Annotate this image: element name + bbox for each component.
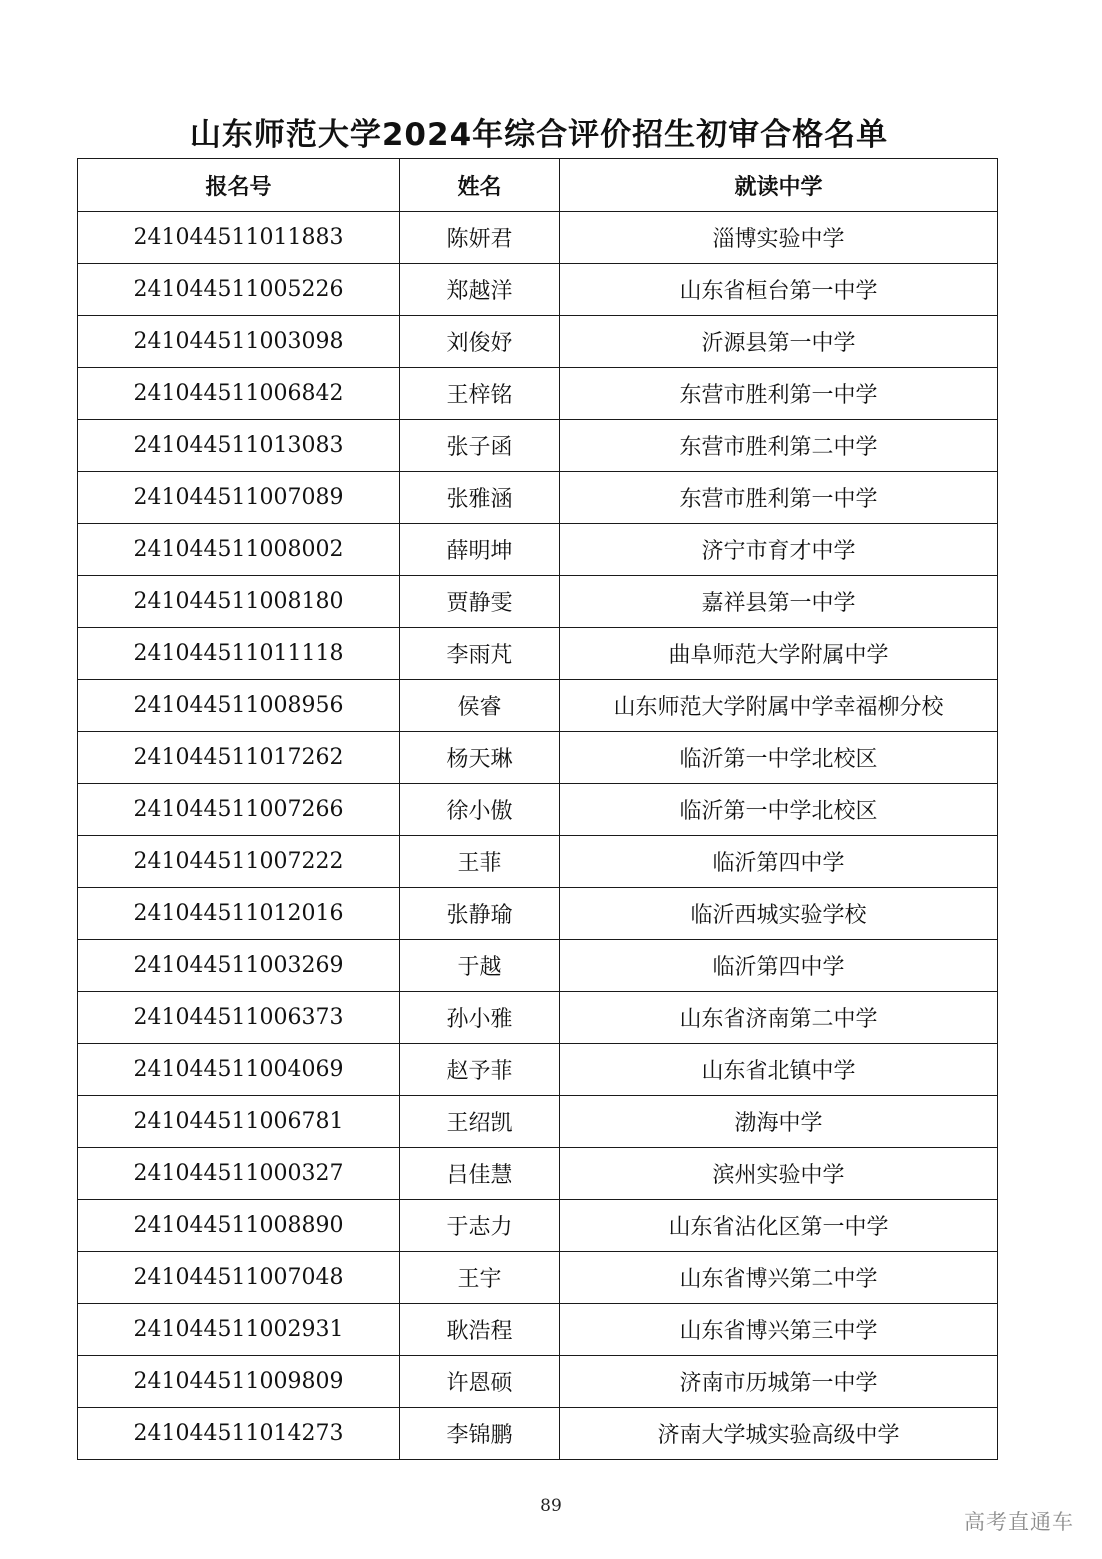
cell-registration-number: 241044511012016: [78, 888, 400, 940]
cell-school: 山东省博兴第二中学: [560, 1252, 998, 1304]
table-row: [78, 1252, 998, 1304]
cell-registration-number: 241044511008002: [78, 524, 400, 576]
table-row: [78, 368, 998, 420]
table-row: [78, 732, 998, 784]
table-row: [78, 1148, 998, 1200]
cell-name: 张雅涵: [400, 472, 560, 524]
cell-registration-number: 241044511008890: [78, 1200, 400, 1252]
cell-school: 临沂第四中学: [560, 836, 998, 888]
cell-school: 济宁市育才中学: [560, 524, 998, 576]
cell-name: 侯睿: [400, 680, 560, 732]
table-row: [78, 472, 998, 524]
cell-registration-number: 241044511011118: [78, 628, 400, 680]
cell-school: 临沂第四中学: [560, 940, 998, 992]
table-row: [78, 784, 998, 836]
cell-school: 临沂第一中学北校区: [560, 784, 998, 836]
cell-registration-number: 241044511008956: [78, 680, 400, 732]
cell-name: 于志力: [400, 1200, 560, 1252]
cell-name: 李锦鹏: [400, 1408, 560, 1460]
cell-registration-number: 241044511007089: [78, 472, 400, 524]
cell-name: 张子函: [400, 420, 560, 472]
cell-school: 渤海中学: [560, 1096, 998, 1148]
table-row: [78, 264, 998, 316]
table-row: [78, 888, 998, 940]
table-row: [78, 940, 998, 992]
cell-name: 于越: [400, 940, 560, 992]
cell-school: 东营市胜利第一中学: [560, 368, 998, 420]
table-row: [78, 1044, 998, 1096]
cell-school: 临沂西城实验学校: [560, 888, 998, 940]
cell-name: 许恩硕: [400, 1356, 560, 1408]
cell-school: 山东省博兴第三中学: [560, 1304, 998, 1356]
cell-school: 山东省桓台第一中学: [560, 264, 998, 316]
table-body: [78, 212, 998, 1460]
table-row: [78, 1200, 998, 1252]
cell-school: 沂源县第一中学: [560, 316, 998, 368]
header-registration-number: 报名号: [78, 159, 400, 212]
cell-name: 赵予菲: [400, 1044, 560, 1096]
watermark: 高考直通车: [964, 1510, 1074, 1534]
cell-registration-number: 241044511007222: [78, 836, 400, 888]
cell-name: 郑越洋: [400, 264, 560, 316]
cell-registration-number: 241044511006781: [78, 1096, 400, 1148]
cell-name: 杨天琳: [400, 732, 560, 784]
cell-registration-number: 241044511014273: [78, 1408, 400, 1460]
header-name: 姓名: [400, 159, 560, 212]
cell-school: 山东省北镇中学: [560, 1044, 998, 1096]
table-row: [78, 212, 998, 264]
cell-school: 临沂第一中学北校区: [560, 732, 998, 784]
cell-registration-number: 241044511009809: [78, 1356, 400, 1408]
cell-registration-number: 241044511007048: [78, 1252, 400, 1304]
cell-registration-number: 241044511005226: [78, 264, 400, 316]
cell-school: 东营市胜利第二中学: [560, 420, 998, 472]
admission-table: [77, 158, 998, 1460]
cell-registration-number: 241044511000327: [78, 1148, 400, 1200]
cell-registration-number: 241044511006842: [78, 368, 400, 420]
cell-school: 淄博实验中学: [560, 212, 998, 264]
page-number: 89: [540, 1496, 562, 1516]
cell-registration-number: 241044511013083: [78, 420, 400, 472]
cell-name: 王绍凯: [400, 1096, 560, 1148]
cell-name: 薛明坤: [400, 524, 560, 576]
cell-school: 山东省沾化区第一中学: [560, 1200, 998, 1252]
table-header-row: [78, 159, 998, 212]
table-row: [78, 1356, 998, 1408]
cell-name: 徐小傲: [400, 784, 560, 836]
cell-registration-number: 241044511007266: [78, 784, 400, 836]
table-row: [78, 576, 998, 628]
cell-school: 山东师范大学附属中学幸福柳分校: [560, 680, 998, 732]
table-row: [78, 992, 998, 1044]
table-row: [78, 1096, 998, 1148]
cell-name: 李雨芃: [400, 628, 560, 680]
cell-registration-number: 241044511004069: [78, 1044, 400, 1096]
cell-name: 耿浩程: [400, 1304, 560, 1356]
table-row: [78, 628, 998, 680]
cell-name: 王菲: [400, 836, 560, 888]
table-row: [78, 420, 998, 472]
cell-registration-number: 241044511017262: [78, 732, 400, 784]
table-row: [78, 316, 998, 368]
cell-school: 济南大学城实验高级中学: [560, 1408, 998, 1460]
header-school: 就读中学: [560, 159, 998, 212]
cell-school: 滨州实验中学: [560, 1148, 998, 1200]
cell-registration-number: 241044511008180: [78, 576, 400, 628]
cell-registration-number: 241044511011883: [78, 212, 400, 264]
cell-school: 东营市胜利第一中学: [560, 472, 998, 524]
cell-registration-number: 241044511002931: [78, 1304, 400, 1356]
cell-school: 山东省济南第二中学: [560, 992, 998, 1044]
cell-name: 陈妍君: [400, 212, 560, 264]
table-row: [78, 836, 998, 888]
cell-registration-number: 241044511006373: [78, 992, 400, 1044]
cell-name: 王宇: [400, 1252, 560, 1304]
cell-school: 济南市历城第一中学: [560, 1356, 998, 1408]
table-row: [78, 1304, 998, 1356]
table-row: [78, 1408, 998, 1460]
cell-registration-number: 241044511003098: [78, 316, 400, 368]
cell-name: 王梓铭: [400, 368, 560, 420]
document-title: 山东师范大学2024年综合评价招生初审合格名单: [189, 117, 889, 153]
cell-name: 孙小雅: [400, 992, 560, 1044]
table-row: [78, 680, 998, 732]
cell-registration-number: 241044511003269: [78, 940, 400, 992]
table-row: [78, 524, 998, 576]
cell-name: 刘俊妤: [400, 316, 560, 368]
cell-name: 吕佳慧: [400, 1148, 560, 1200]
cell-name: 贾静雯: [400, 576, 560, 628]
cell-school: 嘉祥县第一中学: [560, 576, 998, 628]
cell-name: 张静瑜: [400, 888, 560, 940]
cell-school: 曲阜师范大学附属中学: [560, 628, 998, 680]
